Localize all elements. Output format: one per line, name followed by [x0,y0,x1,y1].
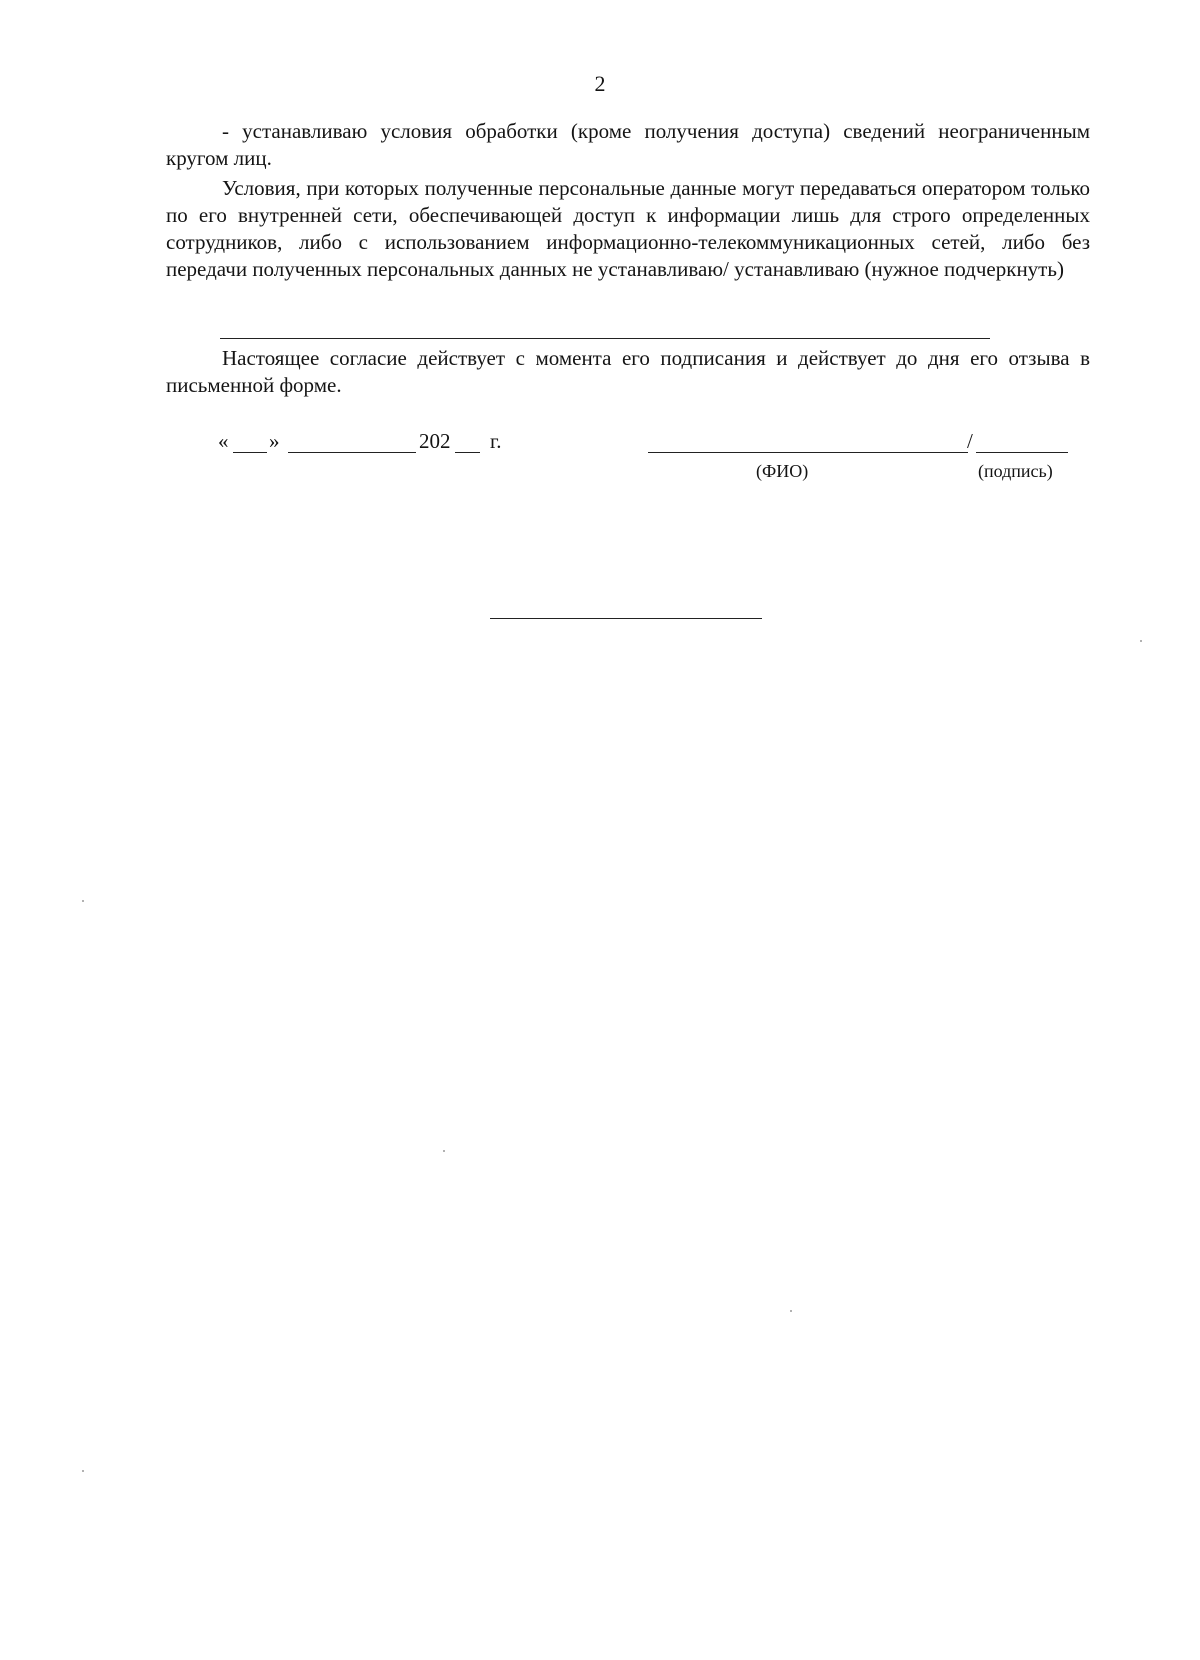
name-signature-separator: / [967,429,973,453]
page-number: 2 [594,71,606,96]
scan-speck [1140,640,1142,642]
month-blank[interactable] [288,452,416,453]
year-prefix: 202 [419,429,451,453]
scan-speck [82,1470,84,1472]
name-caption: (ФИО) [756,461,809,481]
scan-speck [82,900,84,902]
paragraph-processing-conditions: - устанавливаю условия обработки (кроме получения доступа) сведений неограниченным кругом лиц. [166,119,1090,170]
quote-open: « [218,429,229,453]
paragraph-transfer-conditions: Условия, при которых полученные персональные данные могут передаваться оператором только по его внутренней сети, обеспечивающей доступ к информации лишь для строго определенных сотрудников, либо с использованием информационно-телекоммуникационных сетей, либо без передачи полученных персональных данных не устанавливаю/ устанавливаю (нужное подчеркнуть) [166,176,1090,281]
footer-divider [490,618,762,619]
year-blank[interactable] [455,452,480,453]
year-suffix: г. [490,429,502,453]
paragraph-consent-validity: Настоящее согласие действует с момента его подписания и действует до дня его отзыва в письменной форме. [166,346,1090,397]
signature-caption: (подпись) [978,461,1053,481]
blank-line-conditions [220,338,990,339]
name-blank[interactable] [648,452,968,453]
signature-blank[interactable] [976,452,1068,453]
day-blank[interactable] [233,452,267,453]
scan-speck [790,1310,792,1312]
scan-speck [443,1150,445,1152]
quote-close: » [269,429,280,453]
